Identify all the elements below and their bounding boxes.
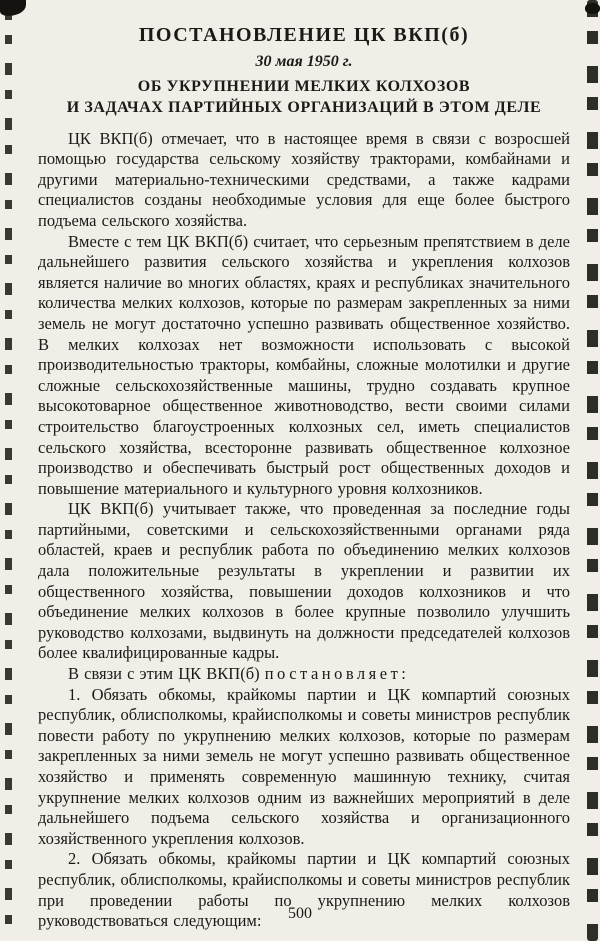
resolution-item-1: 1. Обязать обкомы, крайкомы партии и ЦК компартий союзных республик, облисполкомы, крайисполкомы и советы министров республик повести работу по укрупнению мелких колхозов, которые по размерам закрепленных за ними земель не могут успешно развивать общественное хозяйство и применять современную машинную технику, считая укрупнение мелких колхозов одним из важнейших мероприятий в деле дальнейшего подъема сельского хозяйства и организационного хозяйственного укрепления колхозов. xyxy=(38,684,570,848)
document-subject xyxy=(38,77,570,119)
scan-artifact-left-edge xyxy=(5,8,12,933)
scan-artifact-right-edge xyxy=(587,0,598,941)
document-title: ПОСТАНОВЛЕНИЕ ЦК ВКП(б) xyxy=(138,24,470,46)
paragraph-problem: Вместе с тем ЦК ВКП(б) считает, что серьезным препятствием в деле дальнейшего развития сельского хозяйства и укрепления колхозов является наличие во многих областях, краях и республиках значительного количества мелких колхозов, которые по размерам закрепленных за ними земель не могут достаточно успешно развивать общественное хозяйство. В мелких колхозах нет возможности использовать с высокой производительностью тракторы, комбайны, сложные молотилки и другие сложные сельскохозяйственные машины, трудно создавать крупное высокотоварное общественное животноводство, вести своими силами строительство благоустроенных колхозных сел, иметь специалистов сельского хозяйства, всесторонне развивать общественное колхозное производство и обеспечивать быстрый рост общественных доходов и повышение материального и культурного уровня колхозников. xyxy=(38,231,570,498)
subject-line-2: И ЗАДАЧАХ ПАРТИЙНЫХ ОРГАНИЗАЦИЙ В ЭТОМ ДЕЛЕ xyxy=(66,98,542,116)
document-date: 30 мая 1950 г. xyxy=(255,53,353,70)
paragraph-experience: ЦК ВКП(б) учитывает также, что проведенная за последние годы партийными, советскими и сельскохозяйственными органами ряда областей, краев и республик работа по объединению мелких колхозов дала положительные результаты в укреплении и развитии их общественного хозяйства, повышении доходов колхозников и что объединение мелких колхозов в более крупные позволило улучшить руководство колхозами, выдвинуть на должности председателей колхозов более квалифицированные кадры. xyxy=(38,499,570,663)
resolution-emphasized-word: постановляет: xyxy=(264,664,410,684)
document-header xyxy=(38,24,570,119)
resolution-prefix: В связи с этим ЦК ВКП(б) xyxy=(68,664,265,684)
scan-artifact-top-right xyxy=(585,3,600,14)
paragraph-resolution xyxy=(38,664,570,685)
scan-artifact-top-left xyxy=(0,0,26,16)
page-number: 500 xyxy=(288,905,312,922)
document-body xyxy=(38,129,570,932)
subject-line-1: ОБ УКРУПНЕНИИ МЕЛКИХ КОЛХОЗОВ xyxy=(137,78,471,95)
paragraph-intro: ЦК ВКП(б) отмечает, что в настоящее время в связи с возросшей помощью государства сельскому хозяйству тракторами, комбайнами и другими материально-техническими средствами, а также кадрами специалистов созданы необходимые условия для еще более быстрого подъема сельского хозяйства. xyxy=(38,128,570,230)
resolution-item-2: 2. Обязать обкомы, крайкомы партии и ЦК компартий союзных республик, облисполкомы, крайисполкомы и советы министров республик при проведении работы по укрупнению мелких колхозов руководствоваться следующим: xyxy=(38,849,570,931)
